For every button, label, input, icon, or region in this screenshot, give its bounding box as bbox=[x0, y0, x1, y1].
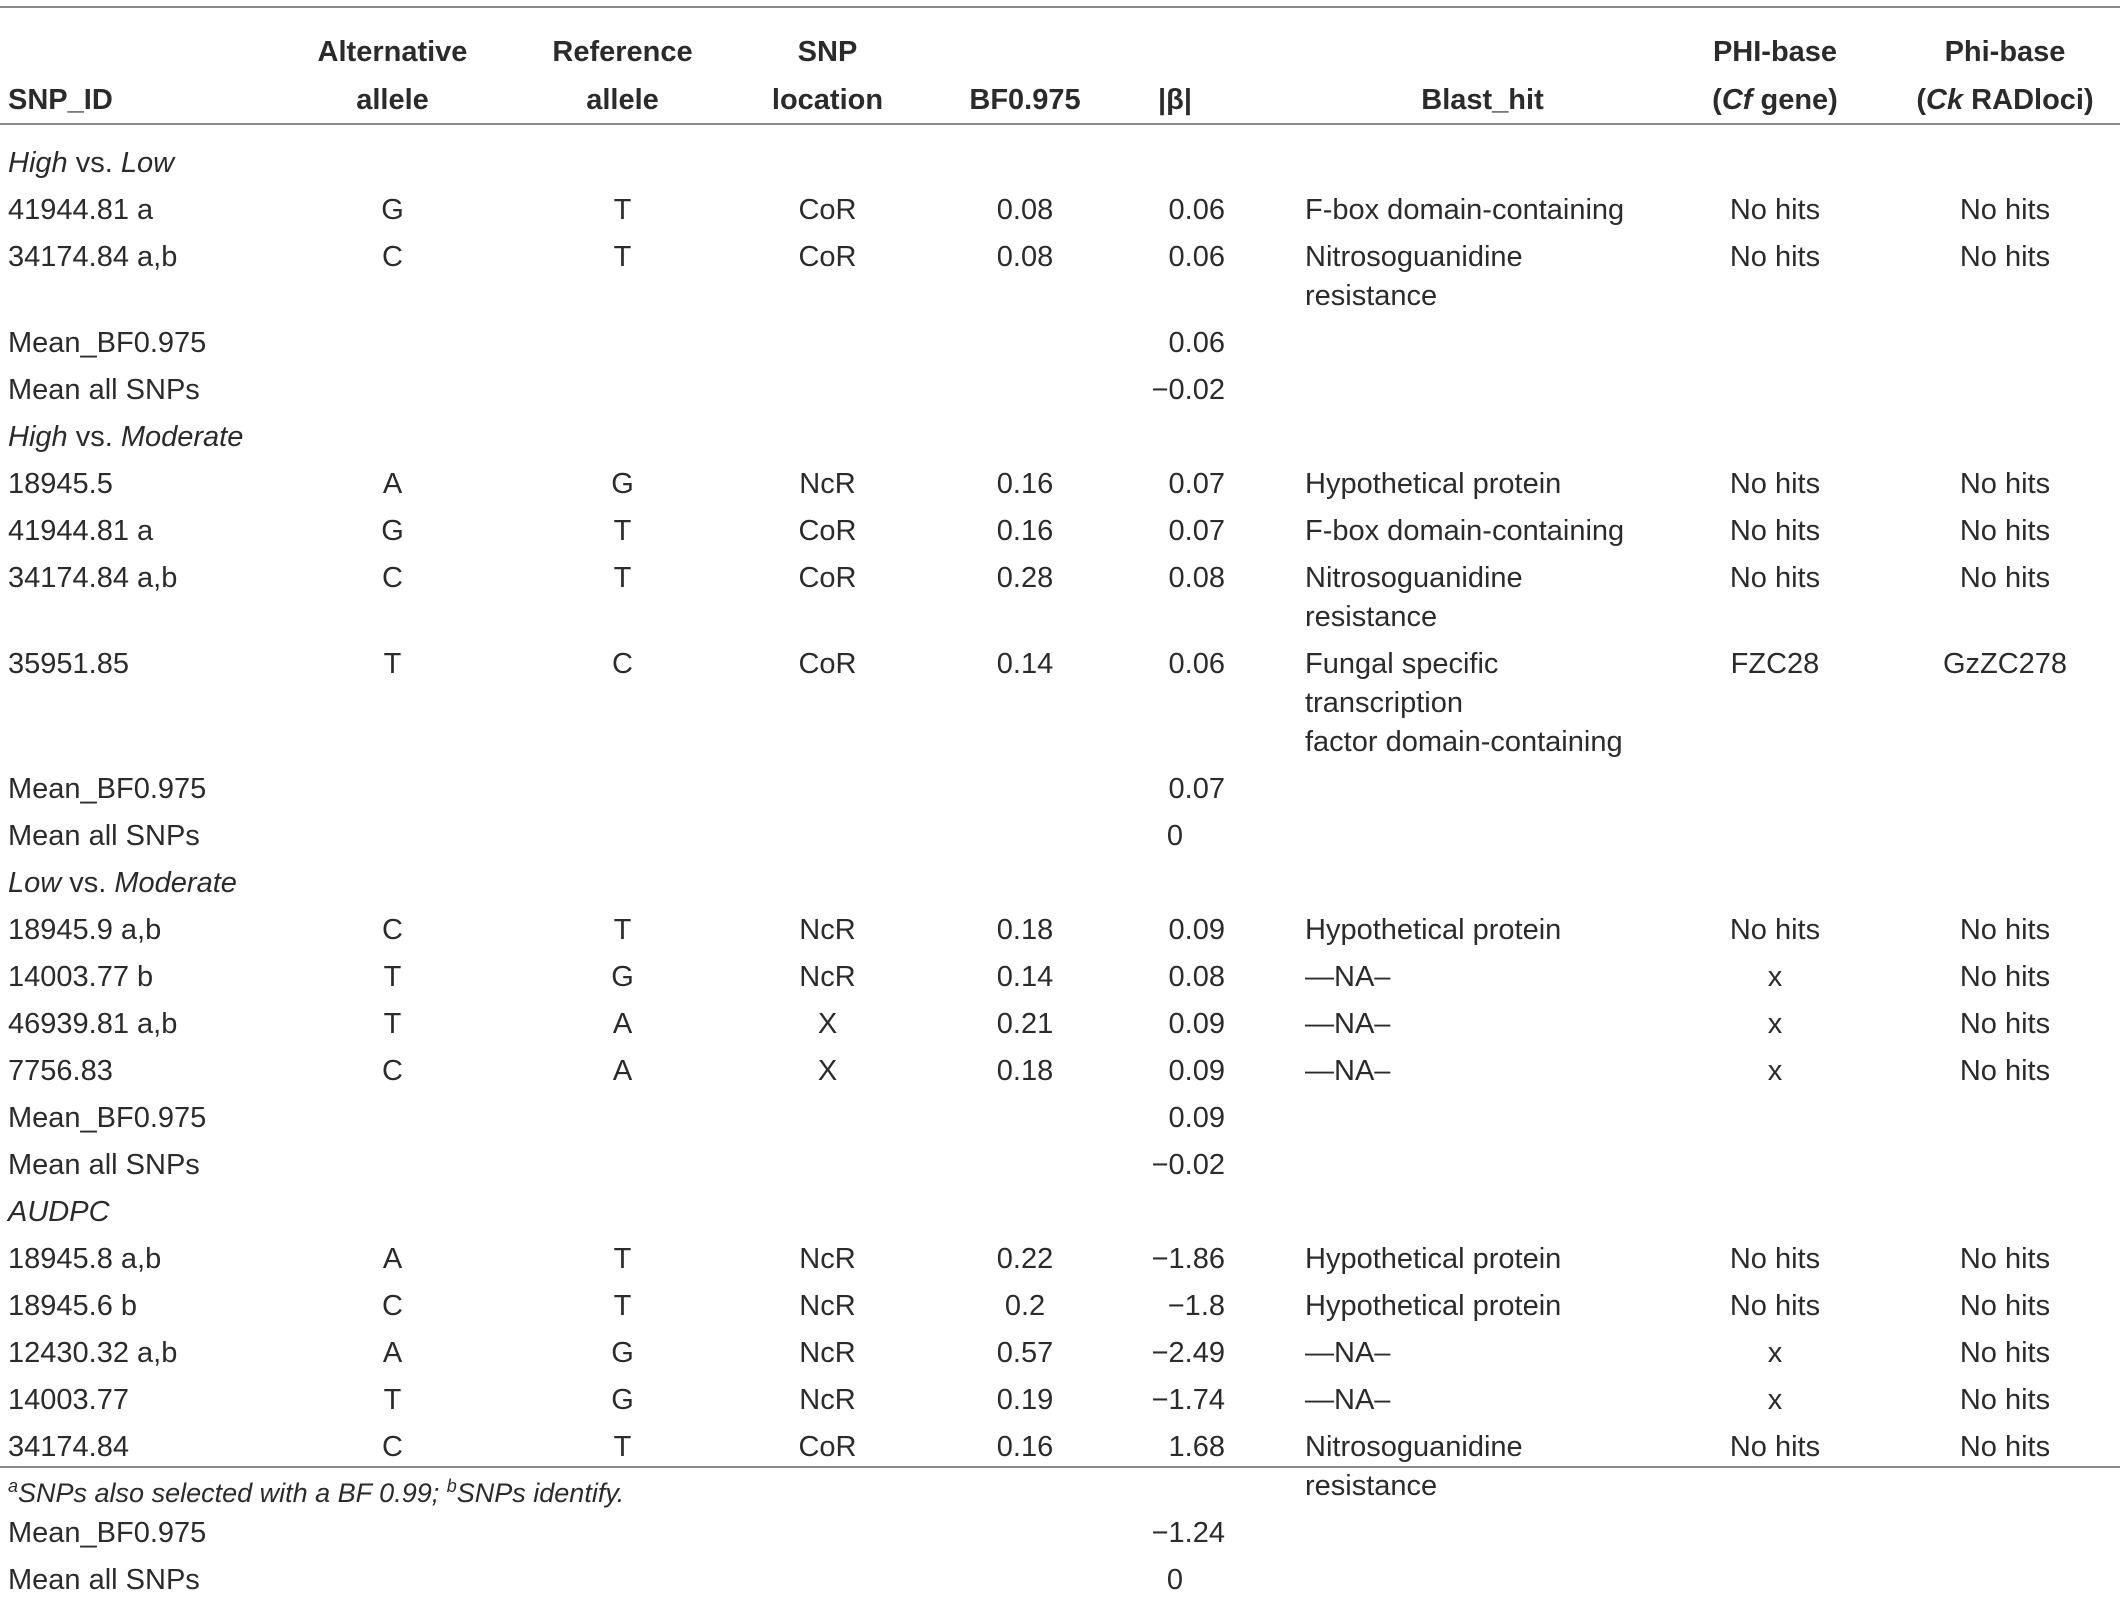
cell-ref: T bbox=[613, 194, 632, 226]
cell-location: NcR bbox=[799, 1337, 856, 1369]
cell-snp-id: Mean_BF0.975 bbox=[8, 773, 207, 805]
cell-beta: 1.68 bbox=[1168, 1431, 1225, 1463]
cell-phi-ck: No hits bbox=[1959, 914, 2051, 946]
cell-blast: —NA– bbox=[1305, 1055, 1391, 1087]
cell-phi-cf: No hits bbox=[1729, 1243, 1821, 1275]
cell-ref: G bbox=[611, 961, 634, 993]
cell-blast: F-box domain-containing bbox=[1305, 194, 1625, 226]
cell-phi-ck: No hits bbox=[1959, 1008, 2051, 1040]
cell-alt: A bbox=[382, 1243, 403, 1275]
cell-alt: A bbox=[382, 1337, 403, 1369]
cell-blast: Nitrosoguanidine resistance bbox=[1305, 562, 1523, 633]
cell-beta: 0.06 bbox=[1168, 648, 1225, 680]
cell-beta: −2.49 bbox=[1151, 1337, 1225, 1369]
cell-phi-ck: No hits bbox=[1959, 1384, 2051, 1416]
table-row bbox=[0, 187, 2120, 234]
summary-row bbox=[0, 1510, 2120, 1557]
cell-bf: 0.16 bbox=[996, 468, 1054, 500]
cell-bf: 0.57 bbox=[996, 1337, 1054, 1369]
cell-snp-id: Mean all SNPs bbox=[8, 1564, 200, 1596]
header-alternative-allele: Alternative allele bbox=[317, 36, 468, 116]
cell-phi-ck: No hits bbox=[1959, 961, 2051, 993]
footnote-text-b: SNPs identify. bbox=[456, 1478, 625, 1508]
header-snp-id: SNP_ID bbox=[8, 84, 113, 116]
cell-bf: 0.14 bbox=[996, 961, 1054, 993]
cell-blast: —NA– bbox=[1305, 1337, 1391, 1369]
cell-phi-ck: No hits bbox=[1959, 194, 2051, 226]
cell-blast: Nitrosoguanidine resistance bbox=[1305, 241, 1523, 312]
cell-bf: 0.19 bbox=[996, 1384, 1054, 1416]
cell-beta: −1.86 bbox=[1151, 1243, 1225, 1275]
table-row bbox=[0, 1377, 2120, 1424]
cell-snp-id: 34174.84 a,b bbox=[8, 241, 178, 273]
cell-phi-ck: No hits bbox=[1959, 1337, 2051, 1369]
cell-alt: T bbox=[383, 1008, 402, 1040]
cell-snp-id: Mean all SNPs bbox=[8, 1149, 200, 1181]
cell-location: NcR bbox=[799, 1384, 856, 1416]
cell-bf: 0.22 bbox=[996, 1243, 1054, 1275]
cell-phi-cf: x bbox=[1767, 1384, 1783, 1416]
cell-alt: A bbox=[382, 468, 403, 500]
cell-beta: 0.09 bbox=[1168, 1102, 1225, 1134]
cell-alt: T bbox=[383, 961, 402, 993]
cell-bf: 0.08 bbox=[996, 194, 1054, 226]
cell-blast: Hypothetical protein bbox=[1305, 1290, 1562, 1322]
cell-blast: Fungal specific transcription factor domain-containing bbox=[1305, 648, 1623, 758]
cell-ref: T bbox=[613, 914, 632, 946]
footnote-marker-a: a bbox=[8, 1476, 19, 1496]
cell-beta: −0.02 bbox=[1151, 1149, 1225, 1181]
cell-beta: 0.06 bbox=[1168, 327, 1225, 359]
cell-phi-ck: No hits bbox=[1959, 1431, 2051, 1463]
cell-blast: Hypothetical protein bbox=[1305, 468, 1562, 500]
table-row bbox=[0, 954, 2120, 1001]
cell-phi-cf: x bbox=[1767, 1055, 1783, 1087]
cell-bf: 0.16 bbox=[996, 1431, 1054, 1463]
cell-snp-id: Mean all SNPs bbox=[8, 820, 200, 852]
cell-snp-id: 12430.32 a,b bbox=[8, 1337, 178, 1369]
cell-location: CoR bbox=[798, 648, 857, 680]
cell-alt: C bbox=[382, 562, 403, 594]
cell-phi-cf: No hits bbox=[1729, 515, 1821, 547]
cell-ref: T bbox=[613, 1290, 632, 1322]
cell-snp-id: 41944.81 a bbox=[8, 515, 154, 547]
summary-row bbox=[0, 766, 2120, 813]
cell-ref: C bbox=[612, 648, 633, 680]
cell-snp-id: 34174.84 a,b bbox=[8, 562, 178, 594]
section-row-low-vs-moderate bbox=[0, 860, 2120, 907]
cell-beta: −0.02 bbox=[1151, 374, 1225, 406]
cell-ref: A bbox=[612, 1008, 633, 1040]
cell-location: CoR bbox=[798, 515, 857, 547]
header-bf: BF0.975 bbox=[969, 84, 1081, 116]
cell-phi-cf: x bbox=[1767, 1337, 1783, 1369]
cell-snp-id: 18945.5 bbox=[8, 468, 113, 500]
cell-phi-cf: No hits bbox=[1729, 914, 1821, 946]
cell-snp-id: Mean all SNPs bbox=[8, 374, 200, 406]
cell-phi-ck: No hits bbox=[1959, 515, 2051, 547]
cell-snp-id: 46939.81 a,b bbox=[8, 1008, 178, 1040]
table-row bbox=[0, 1236, 2120, 1283]
cell-phi-cf: No hits bbox=[1729, 194, 1821, 226]
section-row-high-vs-low bbox=[0, 124, 2120, 187]
cell-phi-ck: No hits bbox=[1959, 1055, 2051, 1087]
cell-beta: 0.09 bbox=[1168, 1008, 1225, 1040]
cell-bf: 0.28 bbox=[996, 562, 1054, 594]
cell-phi-cf: x bbox=[1767, 961, 1783, 993]
cell-phi-ck: No hits bbox=[1959, 1290, 2051, 1322]
section-row-audpc bbox=[0, 1189, 2120, 1236]
cell-blast: —NA– bbox=[1305, 1008, 1391, 1040]
footnote-marker-b: b bbox=[446, 1476, 457, 1496]
cell-beta: 0.06 bbox=[1168, 241, 1225, 273]
cell-ref: T bbox=[613, 241, 632, 273]
cell-snp-id: 14003.77 bbox=[8, 1384, 129, 1416]
table-row bbox=[0, 1283, 2120, 1330]
cell-beta: −1.8 bbox=[1167, 1290, 1225, 1322]
cell-phi-cf: No hits bbox=[1729, 241, 1821, 273]
cell-location: X bbox=[817, 1055, 838, 1087]
cell-blast: Hypothetical protein bbox=[1305, 914, 1562, 946]
cell-beta: 0.09 bbox=[1168, 914, 1225, 946]
cell-phi-cf: No hits bbox=[1729, 1431, 1821, 1463]
cell-blast: Nitrosoguanidine resistance bbox=[1305, 1431, 1523, 1502]
cell-alt: C bbox=[382, 1055, 403, 1087]
section-label: High vs. Moderate bbox=[8, 421, 244, 453]
cell-ref: T bbox=[613, 515, 632, 547]
table-row bbox=[0, 1330, 2120, 1377]
header-row bbox=[0, 0, 2120, 124]
cell-bf: 0.18 bbox=[996, 914, 1054, 946]
cell-snp-id: 18945.6 b bbox=[8, 1290, 138, 1322]
cell-snp-id: 18945.9 a,b bbox=[8, 914, 162, 946]
table-row bbox=[0, 641, 2120, 766]
cell-alt: C bbox=[382, 1431, 403, 1463]
cell-location: NcR bbox=[799, 914, 856, 946]
cell-beta: 0.08 bbox=[1168, 562, 1225, 594]
cell-phi-ck: No hits bbox=[1959, 468, 2051, 500]
table-row bbox=[0, 234, 2120, 320]
cell-snp-id: Mean_BF0.975 bbox=[8, 327, 207, 359]
cell-ref: T bbox=[613, 562, 632, 594]
cell-snp-id: 7756.83 bbox=[8, 1055, 113, 1087]
summary-row bbox=[0, 1142, 2120, 1189]
cell-bf: 0.14 bbox=[996, 648, 1054, 680]
summary-row bbox=[0, 813, 2120, 860]
cell-blast: —NA– bbox=[1305, 1384, 1391, 1416]
cell-beta: 0 bbox=[1166, 820, 1184, 852]
cell-location: NcR bbox=[799, 468, 856, 500]
cell-phi-ck: No hits bbox=[1959, 1243, 2051, 1275]
cell-ref: T bbox=[613, 1243, 632, 1275]
cell-beta: 0 bbox=[1166, 1564, 1184, 1596]
cell-location: CoR bbox=[798, 1431, 857, 1463]
header-phi-base-cf: PHI-base (Cf gene) bbox=[1712, 36, 1838, 116]
cell-alt: C bbox=[382, 1290, 403, 1322]
cell-beta: 0.07 bbox=[1168, 515, 1225, 547]
cell-alt: G bbox=[381, 515, 404, 547]
cell-blast: Hypothetical protein bbox=[1305, 1243, 1562, 1275]
cell-phi-ck: No hits bbox=[1959, 241, 2051, 273]
table-footnote bbox=[8, 1478, 624, 1509]
header-snp-location: SNP location bbox=[771, 36, 884, 116]
cell-alt: T bbox=[383, 1384, 402, 1416]
section-label: AUDPC bbox=[8, 1196, 110, 1228]
cell-phi-cf: x bbox=[1767, 1008, 1783, 1040]
cell-phi-ck: No hits bbox=[1959, 562, 2051, 594]
cell-location: CoR bbox=[798, 194, 857, 226]
footnote-text-a: SNPs also selected with a BF 0.99; bbox=[18, 1478, 447, 1508]
cell-beta: 0.08 bbox=[1168, 961, 1225, 993]
cell-location: NcR bbox=[799, 961, 856, 993]
summary-row bbox=[0, 367, 2120, 414]
cell-bf: 0.18 bbox=[996, 1055, 1054, 1087]
cell-phi-cf: FZC28 bbox=[1730, 648, 1820, 680]
cell-ref: G bbox=[611, 1337, 634, 1369]
header-gap bbox=[1225, 0, 1305, 124]
table-row bbox=[0, 1048, 2120, 1095]
table-row bbox=[0, 508, 2120, 555]
cell-beta: −1.24 bbox=[1151, 1517, 1225, 1549]
cell-snp-id: 35951.85 bbox=[8, 648, 129, 680]
cell-alt: T bbox=[383, 648, 402, 680]
cell-beta: 0.09 bbox=[1168, 1055, 1225, 1087]
cell-ref: G bbox=[611, 1384, 634, 1416]
cell-beta: 0.06 bbox=[1168, 194, 1225, 226]
cell-bf: 0.16 bbox=[996, 515, 1054, 547]
header-phi-base-ck: Phi-base (Ck RADloci) bbox=[1916, 36, 2094, 116]
cell-bf: 0.2 bbox=[1004, 1290, 1046, 1322]
table-row bbox=[0, 1001, 2120, 1048]
cell-location: X bbox=[817, 1008, 838, 1040]
cell-beta: 0.07 bbox=[1168, 773, 1225, 805]
section-row-high-vs-moderate bbox=[0, 414, 2120, 461]
summary-row bbox=[0, 1557, 2120, 1604]
cell-snp-id: 14003.77 b bbox=[8, 961, 154, 993]
summary-row bbox=[0, 320, 2120, 367]
cell-ref: A bbox=[612, 1055, 633, 1087]
cell-bf: 0.21 bbox=[996, 1008, 1054, 1040]
header-beta: |β| bbox=[1158, 84, 1192, 116]
cell-beta: 0.07 bbox=[1168, 468, 1225, 500]
cell-snp-id: 18945.8 a,b bbox=[8, 1243, 162, 1275]
cell-phi-cf: No hits bbox=[1729, 468, 1821, 500]
section-label: High vs. Low bbox=[8, 147, 175, 179]
cell-location: NcR bbox=[799, 1243, 856, 1275]
cell-phi-ck: GzZC278 bbox=[1942, 648, 2068, 680]
header-blast-hit: Blast_hit bbox=[1421, 84, 1544, 116]
table-row bbox=[0, 555, 2120, 641]
section-label: Low vs. Moderate bbox=[8, 867, 237, 899]
cell-location: CoR bbox=[798, 562, 857, 594]
cell-snp-id: 34174.84 bbox=[8, 1431, 129, 1463]
cell-snp-id: 41944.81 a bbox=[8, 194, 154, 226]
cell-blast: —NA– bbox=[1305, 961, 1391, 993]
cell-location: NcR bbox=[799, 1290, 856, 1322]
cell-alt: C bbox=[382, 914, 403, 946]
summary-row bbox=[0, 1095, 2120, 1142]
cell-phi-cf: No hits bbox=[1729, 562, 1821, 594]
cell-bf: 0.08 bbox=[996, 241, 1054, 273]
cell-blast: F-box domain-containing bbox=[1305, 515, 1625, 547]
cell-location: CoR bbox=[798, 241, 857, 273]
cell-beta: −1.74 bbox=[1151, 1384, 1225, 1416]
cell-alt: C bbox=[382, 241, 403, 273]
cell-alt: G bbox=[381, 194, 404, 226]
table-row bbox=[0, 461, 2120, 508]
header-reference-allele: Reference allele bbox=[552, 36, 693, 116]
cell-phi-cf: No hits bbox=[1729, 1290, 1821, 1322]
cell-ref: G bbox=[611, 468, 634, 500]
cell-snp-id: Mean_BF0.975 bbox=[8, 1517, 207, 1549]
table-row bbox=[0, 907, 2120, 954]
cell-ref: T bbox=[613, 1431, 632, 1463]
cell-snp-id: Mean_BF0.975 bbox=[8, 1102, 207, 1134]
